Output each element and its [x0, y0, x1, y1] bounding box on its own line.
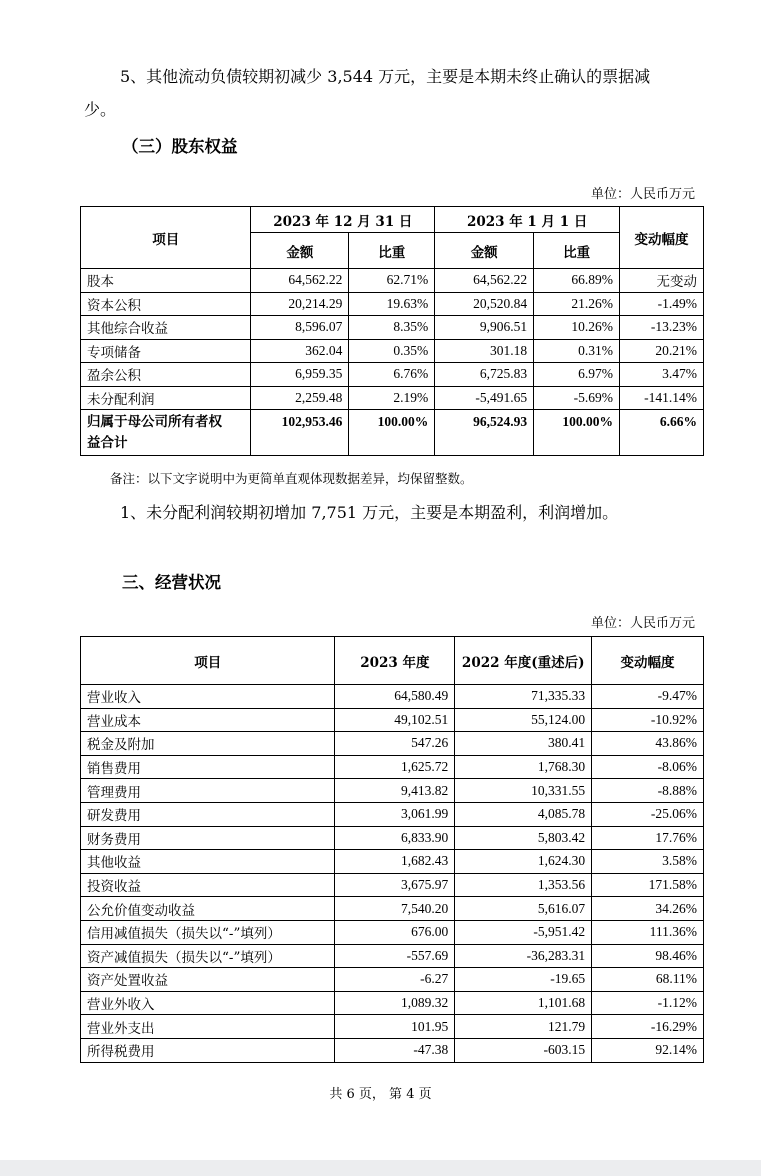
header-ratio-2: 比重: [534, 233, 620, 269]
change-rate: 34.26%: [592, 897, 704, 921]
change-rate: -1.49%: [620, 292, 704, 316]
ratio-2023-12-31: 6.76%: [349, 363, 435, 387]
row-item: 信用减值损失（损失以“-”填列）: [81, 920, 335, 944]
value-2023: 1,089.32: [335, 991, 455, 1015]
table-row: [81, 826, 704, 850]
ops-header-2023: 2023 年度: [335, 637, 455, 685]
amount-2023-01-01: 6,725.83: [435, 363, 534, 387]
row-item: 资产减值损失（损失以“-”填列）: [81, 944, 335, 968]
total-ratio-2023-12-31: 100.00%: [349, 410, 435, 456]
header-period-1: 2023 年 12 月 31 日: [251, 207, 435, 233]
ratio-2023-12-31: 19.63%: [349, 292, 435, 316]
table-row: [81, 897, 704, 921]
row-item: 盈余公积: [81, 363, 251, 387]
table-row: [81, 339, 704, 363]
row-item: 管理费用: [81, 779, 335, 803]
change-rate: 68.11%: [592, 968, 704, 992]
amount-2023-01-01: 20,520.84: [435, 292, 534, 316]
value-2023: 6,833.90: [335, 826, 455, 850]
total-item: [81, 410, 251, 456]
ratio-2023-01-01: -5.69%: [534, 386, 620, 410]
amount-2023-01-01: 64,562.22: [435, 269, 534, 293]
equity-note: 备注：以下文字说明中为更简单直观体现数据差异，均保留整数。: [110, 471, 473, 486]
table-row: [81, 944, 704, 968]
change-rate: 无变动: [620, 269, 704, 293]
change-rate: 20.21%: [620, 339, 704, 363]
table-row: [81, 269, 704, 293]
row-item: 研发费用: [81, 802, 335, 826]
ratio-2023-12-31: 0.35%: [349, 339, 435, 363]
header-ratio-1: 比重: [349, 233, 435, 269]
value-2022: 55,124.00: [455, 708, 592, 732]
ratio-2023-01-01: 0.31%: [534, 339, 620, 363]
change-rate: -141.14%: [620, 386, 704, 410]
value-2022: 380.41: [455, 732, 592, 756]
value-2023: 64,580.49: [335, 685, 455, 709]
amount-2023-01-01: -5,491.65: [435, 386, 534, 410]
change-rate: 17.76%: [592, 826, 704, 850]
amount-2023-12-31: 64,562.22: [251, 269, 349, 293]
value-2023: -6.27: [335, 968, 455, 992]
row-item: 财务费用: [81, 826, 335, 850]
value-2022: 5,616.07: [455, 897, 592, 921]
value-2022: 1,624.30: [455, 850, 592, 874]
table-row: [81, 1038, 704, 1062]
ratio-2023-01-01: 10.26%: [534, 316, 620, 340]
row-item: 公允价值变动收益: [81, 897, 335, 921]
value-2022: -36,283.31: [455, 944, 592, 968]
equity-heading: （三）股东权益: [122, 137, 238, 156]
row-item: 营业成本: [81, 708, 335, 732]
value-2023: 3,061.99: [335, 802, 455, 826]
amount-2023-12-31: 20,214.29: [251, 292, 349, 316]
amount-2023-01-01: 301.18: [435, 339, 534, 363]
total-amount-2023-12-31: 102,953.46: [251, 410, 349, 456]
page-footer: 共 6 页， 第 4 页: [329, 1087, 432, 1102]
change-rate: 43.86%: [592, 732, 704, 756]
ratio-2023-12-31: 2.19%: [349, 386, 435, 410]
value-2022: -19.65: [455, 968, 592, 992]
value-2023: 7,540.20: [335, 897, 455, 921]
table-row: [81, 685, 704, 709]
total-item-line-1: 归属于母公司所有者权: [87, 414, 222, 430]
equity-explanation: 1、未分配利润较期初增加 7,751 万元，主要是本期盈利，利润增加。: [120, 503, 619, 522]
total-row: [81, 410, 704, 456]
intro-line-1: 5、其他流动负债较期初减少 3,544 万元，主要是本期未终止确认的票据减: [120, 67, 651, 86]
row-item: 其他收益: [81, 850, 335, 874]
value-2022: 5,803.42: [455, 826, 592, 850]
table-row: [81, 779, 704, 803]
table-row: [81, 363, 704, 387]
ratio-2023-01-01: 6.97%: [534, 363, 620, 387]
row-item: 所得税费用: [81, 1038, 335, 1062]
change-rate: 92.14%: [592, 1038, 704, 1062]
table-row: [81, 802, 704, 826]
change-rate: -25.06%: [592, 802, 704, 826]
value-2022: 1,768.30: [455, 755, 592, 779]
table-row: [81, 292, 704, 316]
row-item: 营业外支出: [81, 1015, 335, 1039]
table-row: [81, 850, 704, 874]
value-2023: 547.26: [335, 732, 455, 756]
header-amount-2: 金额: [435, 233, 534, 269]
table-row: [81, 968, 704, 992]
row-item: 税金及附加: [81, 732, 335, 756]
value-2022: 1,353.56: [455, 873, 592, 897]
equity-unit: 单位：人民币万元: [590, 187, 695, 202]
change-rate: -8.06%: [592, 755, 704, 779]
ops-header-item: 项目: [81, 637, 335, 685]
table-row: [81, 732, 704, 756]
value-2022: -603.15: [455, 1038, 592, 1062]
header-period-2: 2023 年 1 月 1 日: [435, 207, 620, 233]
value-2023: -47.38: [335, 1038, 455, 1062]
value-2022: 121.79: [455, 1015, 592, 1039]
ops-header-2022: 2022 年度(重述后): [455, 637, 592, 685]
amount-2023-12-31: 8,596.07: [251, 316, 349, 340]
row-item: 资产处置收益: [81, 968, 335, 992]
change-rate: 3.58%: [592, 850, 704, 874]
value-2023: 49,102.51: [335, 708, 455, 732]
row-item: 专项储备: [81, 339, 251, 363]
row-item: 未分配利润: [81, 386, 251, 410]
ratio-2023-12-31: 62.71%: [349, 269, 435, 293]
value-2023: 1,682.43: [335, 850, 455, 874]
table-row: [81, 1015, 704, 1039]
change-rate: 111.36%: [592, 920, 704, 944]
total-ratio-2023-01-01: 100.00%: [534, 410, 620, 456]
table-row: [81, 755, 704, 779]
value-2022: 1,101.68: [455, 991, 592, 1015]
ops-unit: 单位：人民币万元: [590, 616, 695, 631]
table-row: [81, 991, 704, 1015]
row-item: 投资收益: [81, 873, 335, 897]
value-2023: 1,625.72: [335, 755, 455, 779]
header-item: 项目: [81, 207, 251, 269]
change-rate: 3.47%: [620, 363, 704, 387]
value-2022: 71,335.33: [455, 685, 592, 709]
value-2023: 101.95: [335, 1015, 455, 1039]
change-rate: 171.58%: [592, 873, 704, 897]
amount-2023-12-31: 362.04: [251, 339, 349, 363]
ops-header-change: 变动幅度: [592, 637, 704, 685]
row-item: 资本公积: [81, 292, 251, 316]
amount-2023-12-31: 6,959.35: [251, 363, 349, 387]
ratio-2023-01-01: 66.89%: [534, 269, 620, 293]
amount-2023-12-31: 2,259.48: [251, 386, 349, 410]
row-item: 营业收入: [81, 685, 335, 709]
table-row: [81, 316, 704, 340]
row-item: 股本: [81, 269, 251, 293]
total-change-rate: 6.66%: [620, 410, 704, 456]
ops-heading: 三、经营状况: [122, 573, 221, 592]
change-rate: 98.46%: [592, 944, 704, 968]
header-amount-1: 金额: [251, 233, 349, 269]
row-item: 其他综合收益: [81, 316, 251, 340]
total-amount-2023-01-01: 96,524.93: [435, 410, 534, 456]
equity-table: [80, 206, 704, 456]
value-2022: 10,331.55: [455, 779, 592, 803]
change-rate: -13.23%: [620, 316, 704, 340]
change-rate: -10.92%: [592, 708, 704, 732]
value-2022: -5,951.42: [455, 920, 592, 944]
table-row: [81, 873, 704, 897]
intro-line-2: 少。: [84, 100, 117, 119]
table-row: [81, 708, 704, 732]
change-rate: -16.29%: [592, 1015, 704, 1039]
change-rate: -9.47%: [592, 685, 704, 709]
header-change: 变动幅度: [620, 207, 704, 269]
value-2023: 9,413.82: [335, 779, 455, 803]
amount-2023-01-01: 9,906.51: [435, 316, 534, 340]
change-rate: -1.12%: [592, 991, 704, 1015]
table-row: [81, 386, 704, 410]
ratio-2023-01-01: 21.26%: [534, 292, 620, 316]
operations-table: [80, 636, 704, 1063]
value-2023: 3,675.97: [335, 873, 455, 897]
row-item: 营业外收入: [81, 991, 335, 1015]
total-item-line-2: 益合计: [87, 435, 128, 451]
value-2023: -557.69: [335, 944, 455, 968]
value-2023: 676.00: [335, 920, 455, 944]
value-2022: 4,085.78: [455, 802, 592, 826]
ratio-2023-12-31: 8.35%: [349, 316, 435, 340]
viewer-bottom-strip: [0, 1160, 761, 1176]
change-rate: -8.88%: [592, 779, 704, 803]
table-row: [81, 920, 704, 944]
row-item: 销售费用: [81, 755, 335, 779]
